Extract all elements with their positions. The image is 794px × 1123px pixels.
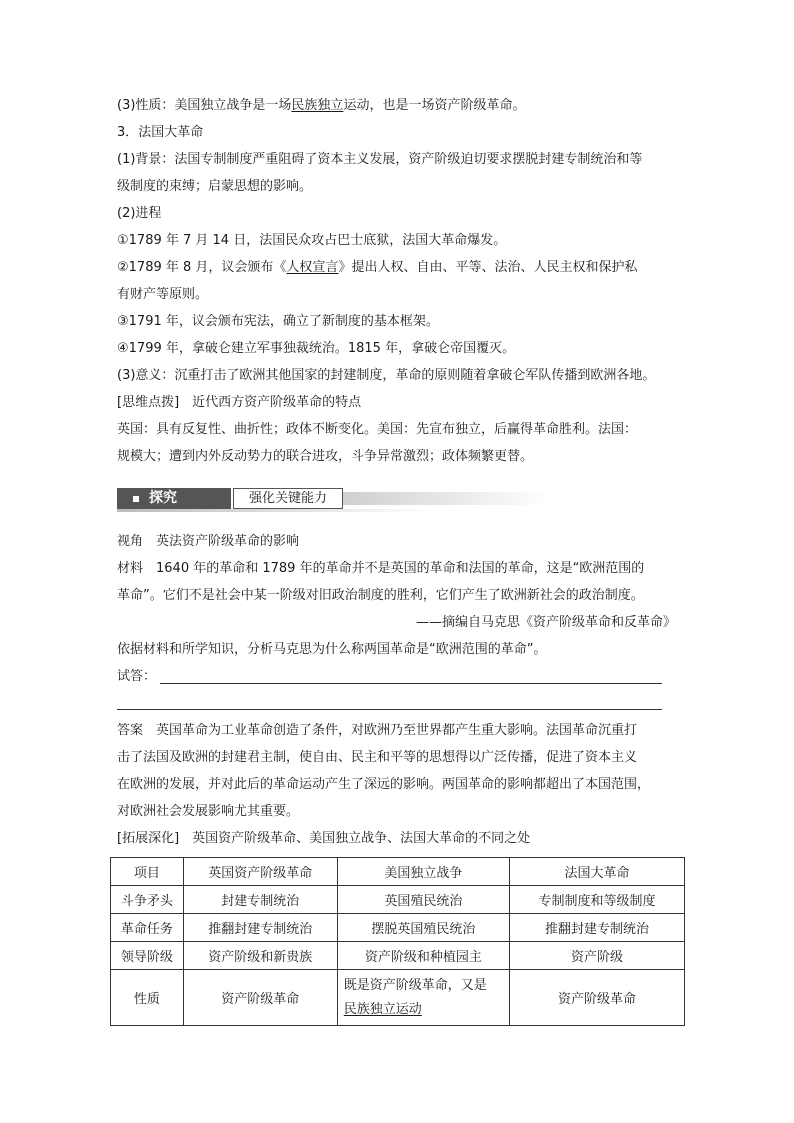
text-line: (3)意义：沉重打击了欧洲其他国家的封建制度，革命的原则随着拿破仑军队传播到欧洲各地。 xyxy=(117,368,656,383)
text-line xyxy=(117,259,637,277)
text-line: ③1791 年，议会颁布宪法，确立了新制度的基本框架。 xyxy=(117,314,439,329)
table-cell: 资产阶级 xyxy=(509,942,684,970)
text: 》提出人权、自由、平等、法治、人民主权和保护私 xyxy=(338,260,638,275)
table-cell: 封建专制统治 xyxy=(183,886,337,914)
answer-blank-line[interactable] xyxy=(117,709,662,710)
table-header-cell: 美国独立战争 xyxy=(337,858,509,886)
banner-dark-tab xyxy=(117,488,231,509)
answer-line: 答案 英国革命为工业革命创造了条件，对欧洲乃至世界都产生重大影响。法国革命沉重打 xyxy=(117,723,638,738)
section-heading: 3．法国大革命 xyxy=(117,125,204,140)
extend-heading: [拓展深化] 英国资产阶级革命、美国独立战争、法国大革命的不同之处 xyxy=(117,831,531,846)
answer-blank-line[interactable] xyxy=(160,683,662,684)
cell-line: 民族独立运动 xyxy=(343,1001,422,1017)
text-line: 级制度的束缚；启蒙思想的影响。 xyxy=(117,179,313,194)
material-line: 革命”。它们不是社会中某一阶级对旧政治制度的胜利，它们产生了欧洲新社会的政治制度。 xyxy=(117,588,644,603)
table-header-cell: 法国大革命 xyxy=(509,858,684,886)
text: 运动，也是一场资产阶级革命。 xyxy=(343,98,526,113)
explore-banner xyxy=(117,488,433,512)
table-header-cell: 项目 xyxy=(111,858,184,886)
table-row xyxy=(111,914,685,942)
table-cell: 摆脱英国殖民统治 xyxy=(337,914,509,942)
answer-line: 在欧洲的发展，并对此后的革命运动产生了深远的影响。两国革命的影响都超出了本国范围， xyxy=(117,777,651,792)
angle-heading: 视角 英法资产阶级革命的影响 xyxy=(117,534,300,549)
question-line: 依据材料和所学知识，分析马克思为什么称两国革命是“欧洲范围的革命”。 xyxy=(117,642,547,657)
material-source: ——摘编自马克思《资产阶级革命和反革命》 xyxy=(415,615,676,630)
table-cell: 英国殖民统治 xyxy=(337,886,509,914)
nature-line xyxy=(117,97,525,115)
table-cell: 专制制度和等级制度 xyxy=(509,886,684,914)
table-cell: 资产阶级和种植园主 xyxy=(337,942,509,970)
table-cell: 斗争矛头 xyxy=(111,886,184,914)
table-cell: 革命任务 xyxy=(111,914,184,942)
text: ②1789 年 8 月，议会颁布《 xyxy=(117,260,287,275)
text-line: ④1799 年，拿破仑建立军事独裁统治。1815 年，拿破仑帝国覆灭。 xyxy=(117,341,516,356)
banner-title: 探究 xyxy=(149,490,177,506)
underlined-term: 民族独立 xyxy=(291,98,344,113)
underlined-term: 人权宣言 xyxy=(286,260,339,275)
table-cell: 资产阶级革命 xyxy=(183,970,337,1026)
text-line: (2)进程 xyxy=(117,206,162,221)
table-cell xyxy=(337,970,509,1026)
tip-heading: [思维点拨] 近代西方资产阶级革命的特点 xyxy=(117,395,362,410)
banner-divider xyxy=(117,509,433,512)
text-line: 规模大；遭到内外反动势力的联合进攻，斗争异常激烈；政体频繁更替。 xyxy=(117,449,534,464)
answer-line: 击了法国及欧洲的封建君主制，使自由、民主和平等的思想得以广泛传播，促进了资本主义 xyxy=(117,750,638,765)
text-line: ①1789 年 7 月 14 日，法国民众攻占巴士底狱，法国大革命爆发。 xyxy=(117,233,507,248)
answer-line: 对欧洲社会发展影响尤其重要。 xyxy=(117,804,300,819)
table-row xyxy=(111,886,685,914)
table-header-row xyxy=(111,858,685,886)
banner-fade xyxy=(343,492,549,505)
try-answer-label: 试答： xyxy=(117,669,157,684)
cell-line: 既是资产阶级革命，又是 xyxy=(343,977,487,993)
table-cell: 资产阶级革命 xyxy=(509,970,684,1026)
comparison-table xyxy=(110,857,685,1026)
table-row xyxy=(111,970,685,1026)
table-cell: 性质 xyxy=(111,970,184,1026)
text-line: 有财产等原则。 xyxy=(117,287,209,302)
table-cell: 推翻封建专制统治 xyxy=(509,914,684,942)
table-cell: 资产阶级和新贵族 xyxy=(183,942,337,970)
text: (3)性质：美国独立战争是一场 xyxy=(117,98,292,113)
banner-subtitle: 强化关键能力 xyxy=(233,488,343,509)
text-line: (1)背景：法国专制制度严重阻碍了资本主义发展，资产阶级迫切要求摆脱封建专制统治和等 xyxy=(117,152,643,167)
table-row xyxy=(111,942,685,970)
square-icon xyxy=(133,496,139,502)
material-line: 材料 1640 年的革命和 1789 年的革命并不是英国的革命和法国的革命，这是“欧洲范围的 xyxy=(117,561,645,576)
table-header-cell: 英国资产阶级革命 xyxy=(183,858,337,886)
table-cell: 领导阶级 xyxy=(111,942,184,970)
table-cell: 推翻封建专制统治 xyxy=(183,914,337,942)
text-line: 英国：具有反复性、曲折性；政体不断变化。美国：先宣布独立，后赢得革命胜利。法国： xyxy=(117,422,638,437)
